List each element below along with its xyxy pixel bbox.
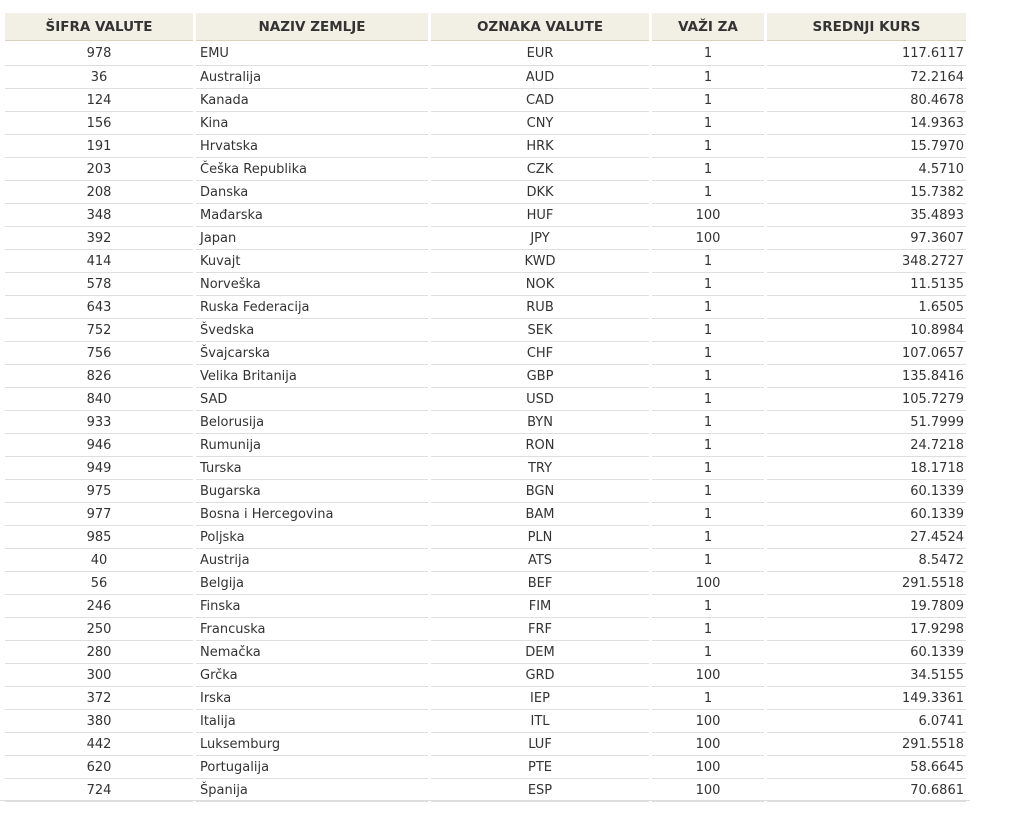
cell-middle-rate: 51.7999 — [767, 411, 966, 434]
cell-currency-code: 977 — [5, 503, 193, 526]
table-row — [5, 779, 966, 802]
cell-valid-for: 1 — [652, 595, 764, 618]
cell-middle-rate: 80.4678 — [767, 89, 966, 112]
cell-currency-label: BYN — [431, 411, 649, 434]
cell-middle-rate: 348.2727 — [767, 250, 966, 273]
cell-country-name: Grčka — [196, 664, 428, 687]
table-row — [5, 756, 966, 779]
cell-currency-label: RUB — [431, 296, 649, 319]
cell-valid-for: 1 — [652, 135, 764, 158]
header-currency-label: OZNAKA VALUTE — [431, 13, 649, 41]
table-row — [5, 66, 966, 89]
cell-middle-rate: 10.8984 — [767, 319, 966, 342]
cell-middle-rate: 60.1339 — [767, 641, 966, 664]
table-row — [5, 549, 966, 572]
cell-middle-rate: 24.7218 — [767, 434, 966, 457]
cell-country-name: Bugarska — [196, 480, 428, 503]
cell-currency-code: 975 — [5, 480, 193, 503]
cell-currency-label: ATS — [431, 549, 649, 572]
cell-currency-code: 280 — [5, 641, 193, 664]
cell-currency-code: 414 — [5, 250, 193, 273]
cell-valid-for: 100 — [652, 572, 764, 595]
table-row — [5, 480, 966, 503]
cell-currency-label: JPY — [431, 227, 649, 250]
cell-middle-rate: 4.5710 — [767, 158, 966, 181]
table-row — [5, 618, 966, 641]
table-row — [5, 273, 966, 296]
table-row — [5, 664, 966, 687]
cell-currency-label: CZK — [431, 158, 649, 181]
cell-country-name: Rumunija — [196, 434, 428, 457]
cell-country-name: Kanada — [196, 89, 428, 112]
cell-country-name: Turska — [196, 457, 428, 480]
cell-middle-rate: 291.5518 — [767, 733, 966, 756]
header-currency-code: ŠIFRA VALUTE — [5, 13, 193, 41]
cell-currency-code: 203 — [5, 158, 193, 181]
cell-middle-rate: 291.5518 — [767, 572, 966, 595]
cell-country-name: Belorusija — [196, 411, 428, 434]
table-row — [5, 227, 966, 250]
table-row — [5, 204, 966, 227]
cell-currency-code: 442 — [5, 733, 193, 756]
table-row — [5, 733, 966, 756]
cell-middle-rate: 72.2164 — [767, 66, 966, 89]
cell-valid-for: 1 — [652, 503, 764, 526]
table-header — [5, 13, 966, 41]
table-row — [5, 250, 966, 273]
cell-currency-code: 724 — [5, 779, 193, 802]
cell-middle-rate: 60.1339 — [767, 503, 966, 526]
cell-valid-for: 100 — [652, 779, 764, 802]
cell-currency-label: PTE — [431, 756, 649, 779]
cell-country-name: Velika Britanija — [196, 365, 428, 388]
cell-middle-rate: 14.9363 — [767, 112, 966, 135]
cell-currency-code: 946 — [5, 434, 193, 457]
cell-currency-code: 191 — [5, 135, 193, 158]
cell-currency-label: TRY — [431, 457, 649, 480]
cell-currency-label: EUR — [431, 41, 649, 66]
cell-currency-label: BGN — [431, 480, 649, 503]
cell-valid-for: 1 — [652, 342, 764, 365]
table-body — [5, 41, 966, 802]
cell-middle-rate: 34.5155 — [767, 664, 966, 687]
table-row — [5, 135, 966, 158]
table-row — [5, 434, 966, 457]
table-row — [5, 687, 966, 710]
header-country-name: NAZIV ZEMLJE — [196, 13, 428, 41]
table-row — [5, 572, 966, 595]
cell-currency-code: 208 — [5, 181, 193, 204]
table-row — [5, 503, 966, 526]
cell-currency-code: 752 — [5, 319, 193, 342]
cell-currency-code: 826 — [5, 365, 193, 388]
header-row — [5, 13, 966, 41]
cell-valid-for: 100 — [652, 664, 764, 687]
cell-currency-label: HUF — [431, 204, 649, 227]
table-row — [5, 457, 966, 480]
cell-currency-label: CNY — [431, 112, 649, 135]
cell-middle-rate: 15.7382 — [767, 181, 966, 204]
cell-currency-label: LUF — [431, 733, 649, 756]
cell-valid-for: 1 — [652, 457, 764, 480]
cell-currency-code: 756 — [5, 342, 193, 365]
cell-country-name: Irska — [196, 687, 428, 710]
cell-currency-code: 40 — [5, 549, 193, 572]
cell-currency-code: 124 — [5, 89, 193, 112]
cell-currency-label: AUD — [431, 66, 649, 89]
cell-currency-label: BEF — [431, 572, 649, 595]
cell-country-name: Finska — [196, 595, 428, 618]
cell-middle-rate: 6.0741 — [767, 710, 966, 733]
cell-middle-rate: 149.3361 — [767, 687, 966, 710]
cell-currency-code: 300 — [5, 664, 193, 687]
cell-middle-rate: 135.8416 — [767, 365, 966, 388]
cell-country-name: Ruska Federacija — [196, 296, 428, 319]
cell-currency-code: 380 — [5, 710, 193, 733]
cell-currency-label: GBP — [431, 365, 649, 388]
cell-valid-for: 1 — [652, 66, 764, 89]
cell-currency-code: 949 — [5, 457, 193, 480]
cell-currency-label: RON — [431, 434, 649, 457]
header-middle-rate: SREDNJI KURS — [767, 13, 966, 41]
cell-currency-label: DEM — [431, 641, 649, 664]
cell-currency-label: USD — [431, 388, 649, 411]
cell-country-name: Austrija — [196, 549, 428, 572]
table-row — [5, 411, 966, 434]
cell-country-name: EMU — [196, 41, 428, 66]
cell-currency-code: 246 — [5, 595, 193, 618]
table-row — [5, 710, 966, 733]
cell-country-name: Kuvajt — [196, 250, 428, 273]
cell-valid-for: 100 — [652, 227, 764, 250]
cell-country-name: Španija — [196, 779, 428, 802]
cell-middle-rate: 19.7809 — [767, 595, 966, 618]
cell-valid-for: 1 — [652, 181, 764, 204]
cell-valid-for: 1 — [652, 158, 764, 181]
cell-currency-label: SEK — [431, 319, 649, 342]
table-row — [5, 296, 966, 319]
table-row — [5, 112, 966, 135]
table-row — [5, 89, 966, 112]
cell-currency-label: CAD — [431, 89, 649, 112]
cell-country-name: Italija — [196, 710, 428, 733]
cell-currency-code: 372 — [5, 687, 193, 710]
cell-currency-label: KWD — [431, 250, 649, 273]
cell-currency-label: FIM — [431, 595, 649, 618]
table-row — [5, 342, 966, 365]
cell-middle-rate: 105.7279 — [767, 388, 966, 411]
cell-currency-code: 36 — [5, 66, 193, 89]
cell-valid-for: 100 — [652, 710, 764, 733]
cell-currency-code: 978 — [5, 41, 193, 66]
cell-currency-label: HRK — [431, 135, 649, 158]
cell-country-name: Češka Republika — [196, 158, 428, 181]
cell-valid-for: 1 — [652, 296, 764, 319]
cell-middle-rate: 8.5472 — [767, 549, 966, 572]
cell-currency-label: PLN — [431, 526, 649, 549]
cell-currency-code: 985 — [5, 526, 193, 549]
cell-middle-rate: 1.6505 — [767, 296, 966, 319]
table-row — [5, 526, 966, 549]
cell-currency-code: 250 — [5, 618, 193, 641]
exchange-rate-table — [2, 13, 969, 802]
cell-valid-for: 1 — [652, 112, 764, 135]
cell-currency-code: 392 — [5, 227, 193, 250]
table-row — [5, 181, 966, 204]
cell-middle-rate: 35.4893 — [767, 204, 966, 227]
cell-currency-code: 840 — [5, 388, 193, 411]
table-row — [5, 595, 966, 618]
cell-valid-for: 100 — [652, 756, 764, 779]
cell-valid-for: 1 — [652, 618, 764, 641]
table-row — [5, 158, 966, 181]
cell-valid-for: 1 — [652, 365, 764, 388]
table-row — [5, 641, 966, 664]
cell-valid-for: 1 — [652, 411, 764, 434]
cell-currency-code: 620 — [5, 756, 193, 779]
cell-middle-rate: 117.6117 — [767, 41, 966, 66]
cell-currency-label: CHF — [431, 342, 649, 365]
cell-middle-rate: 11.5135 — [767, 273, 966, 296]
cell-valid-for: 1 — [652, 549, 764, 572]
header-valid-for: VAŽI ZA — [652, 13, 764, 41]
cell-middle-rate: 15.7970 — [767, 135, 966, 158]
cell-valid-for: 1 — [652, 480, 764, 503]
cell-country-name: Luksemburg — [196, 733, 428, 756]
cell-valid-for: 1 — [652, 41, 764, 66]
cell-middle-rate: 60.1339 — [767, 480, 966, 503]
cell-valid-for: 100 — [652, 733, 764, 756]
cell-country-name: SAD — [196, 388, 428, 411]
cell-currency-code: 933 — [5, 411, 193, 434]
cell-middle-rate: 107.0657 — [767, 342, 966, 365]
cell-country-name: Belgija — [196, 572, 428, 595]
table-row — [5, 319, 966, 342]
cell-valid-for: 1 — [652, 687, 764, 710]
cell-currency-label: NOK — [431, 273, 649, 296]
cell-currency-code: 643 — [5, 296, 193, 319]
exchange-rate-table-wrapper — [0, 13, 970, 802]
cell-country-name: Norveška — [196, 273, 428, 296]
cell-country-name: Švedska — [196, 319, 428, 342]
cell-country-name: Hrvatska — [196, 135, 428, 158]
cell-middle-rate: 27.4524 — [767, 526, 966, 549]
cell-country-name: Kina — [196, 112, 428, 135]
table-row — [5, 388, 966, 411]
cell-currency-code: 578 — [5, 273, 193, 296]
cell-middle-rate: 97.3607 — [767, 227, 966, 250]
cell-country-name: Francuska — [196, 618, 428, 641]
cell-currency-label: BAM — [431, 503, 649, 526]
cell-valid-for: 1 — [652, 434, 764, 457]
cell-currency-label: IEP — [431, 687, 649, 710]
cell-currency-label: ESP — [431, 779, 649, 802]
cell-country-name: Australija — [196, 66, 428, 89]
cell-currency-code: 156 — [5, 112, 193, 135]
cell-currency-code: 56 — [5, 572, 193, 595]
cell-middle-rate: 70.6861 — [767, 779, 966, 802]
cell-valid-for: 1 — [652, 526, 764, 549]
cell-country-name: Danska — [196, 181, 428, 204]
cell-middle-rate: 17.9298 — [767, 618, 966, 641]
cell-country-name: Nemačka — [196, 641, 428, 664]
cell-valid-for: 100 — [652, 204, 764, 227]
cell-country-name: Mađarska — [196, 204, 428, 227]
cell-country-name: Poljska — [196, 526, 428, 549]
cell-valid-for: 1 — [652, 641, 764, 664]
cell-currency-label: GRD — [431, 664, 649, 687]
cell-country-name: Bosna i Hercegovina — [196, 503, 428, 526]
cell-currency-label: ITL — [431, 710, 649, 733]
cell-country-name: Portugalija — [196, 756, 428, 779]
cell-valid-for: 1 — [652, 319, 764, 342]
cell-middle-rate: 58.6645 — [767, 756, 966, 779]
cell-currency-label: DKK — [431, 181, 649, 204]
cell-currency-label: FRF — [431, 618, 649, 641]
cell-valid-for: 1 — [652, 273, 764, 296]
cell-valid-for: 1 — [652, 250, 764, 273]
table-row — [5, 41, 966, 66]
cell-valid-for: 1 — [652, 89, 764, 112]
table-bottom-divider — [0, 800, 970, 801]
cell-currency-code: 348 — [5, 204, 193, 227]
cell-country-name: Švajcarska — [196, 342, 428, 365]
cell-valid-for: 1 — [652, 388, 764, 411]
cell-middle-rate: 18.1718 — [767, 457, 966, 480]
cell-country-name: Japan — [196, 227, 428, 250]
table-row — [5, 365, 966, 388]
